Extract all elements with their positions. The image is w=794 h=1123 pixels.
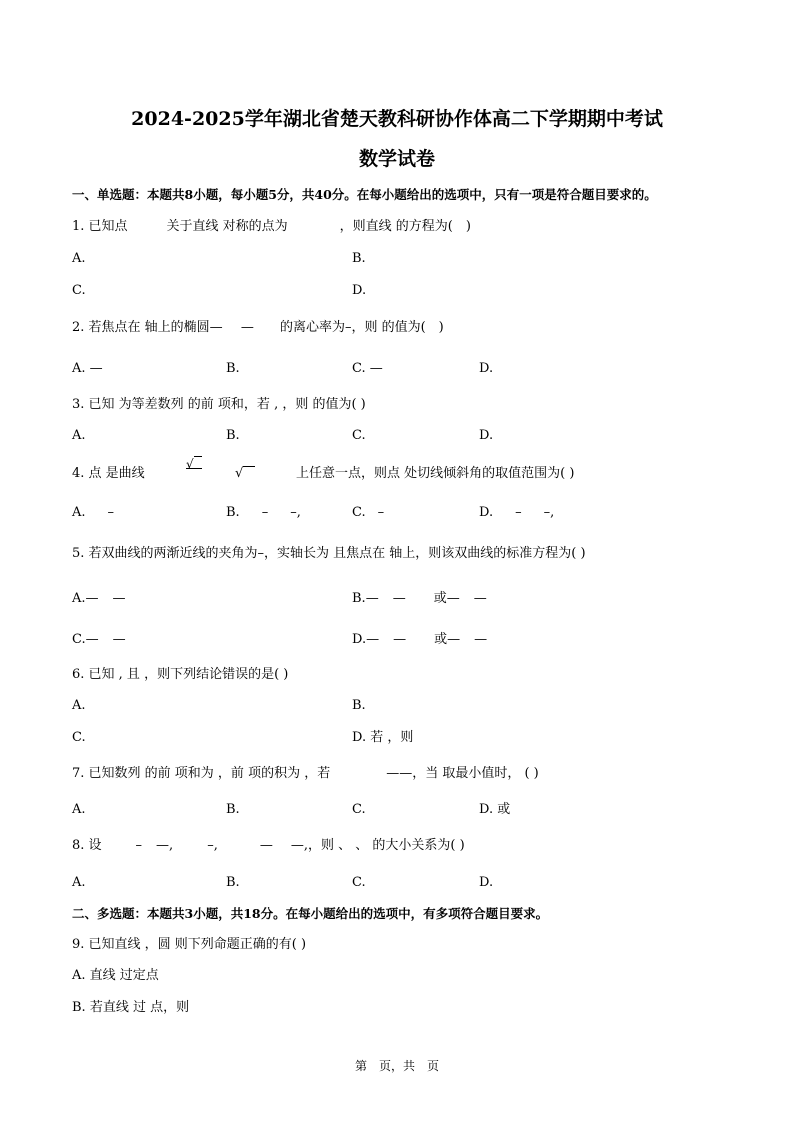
question-2-option-b: B.	[226, 361, 240, 376]
fraction-bar: –,	[543, 505, 555, 520]
question-5-option-c	[72, 632, 126, 648]
question-6-option-a: A.	[72, 698, 86, 713]
question-4-option-c	[352, 505, 384, 521]
page-footer: 第 页，共 页	[354, 1059, 439, 1073]
question-5-option-b	[352, 591, 487, 607]
question-3-stem: 3. 已知 为等差数列 的前 项和，若 , ，则 的值为( )	[72, 397, 366, 412]
question-5-option-d	[352, 632, 487, 648]
fraction-bar: —,	[156, 838, 174, 853]
question-8-option-b: B.	[226, 875, 240, 890]
question-3-option-a: A.	[72, 428, 86, 443]
question-8-option-c: C.	[352, 875, 366, 890]
question-4-stem-part-2: 上任意一点，则点 处切线倾斜角的取值范围为( )	[296, 466, 575, 481]
question-3-option-c: C.	[352, 428, 366, 443]
fraction-bar: —	[112, 591, 126, 606]
question-8-stem-part-2: ，则 、 、 的大小关系为( )	[307, 838, 465, 853]
question-1-option-c: C.	[72, 283, 86, 298]
section-2-heading: 二、多选题：本题共3小题，共18分。在每小题给出的选项中，有多项符合题目要求。	[72, 906, 549, 921]
question-5-stem-part-1: 5. 若双曲线的两渐近线的夹角为	[72, 546, 258, 561]
fraction-bar: –	[107, 505, 115, 520]
fraction-bar: –	[344, 320, 352, 335]
question-8-option-d: D.	[479, 875, 494, 890]
question-4-stem	[72, 466, 145, 482]
question-2-option-d: D.	[479, 361, 494, 376]
question-2-stem-part-1: 2. 若焦点在 轴上的椭圆	[72, 320, 210, 335]
question-7-option-d: D. 或	[479, 802, 511, 817]
question-4-stem-part-1: 4. 点 是曲线	[72, 466, 145, 481]
fraction-bar: —	[447, 632, 461, 647]
fraction-bar: –	[377, 505, 385, 520]
question-3-option-b: B.	[226, 428, 240, 443]
question-7-stem-part-2: ，当 取最小值时， ( )	[412, 766, 539, 781]
question-2-option-c	[352, 361, 383, 377]
question-3-option-d: D.	[479, 428, 494, 443]
option-label: D.	[352, 632, 367, 647]
fraction-bar: —	[474, 632, 488, 647]
option-label: C.	[352, 361, 366, 376]
option-label: A.	[72, 361, 86, 376]
fraction-bar: —	[240, 320, 254, 335]
option-label: A.	[72, 505, 86, 520]
question-1-option-a: A.	[72, 251, 86, 266]
fraction-bar: —	[365, 591, 379, 606]
question-4-formula-2	[235, 466, 255, 482]
fraction-bar: —	[85, 632, 99, 647]
question-1-option-d: D.	[352, 283, 367, 298]
fraction-bar	[186, 468, 202, 469]
fraction-bar: —	[392, 591, 406, 606]
or-word: 或	[434, 632, 448, 647]
question-8-stem-part-1: 8. 设	[72, 838, 102, 853]
sqrt-sign: √	[235, 466, 244, 481]
question-1-stem: 1. 已知点 关于直线 对称的点为 ，则直线 的方程为( )	[72, 219, 471, 234]
question-9-stem: 9. 已知直线 ，圆 则下列命题正确的有( )	[72, 937, 307, 952]
question-6-stem: 6. 已知 , 且 ，则下列结论错误的是( )	[72, 667, 289, 682]
section-1-heading: 一、单选题：本题共8小题，每小题5分，共40分。在每小题给出的选项中，只有一项是符合题目要求的。	[72, 187, 657, 202]
question-4-option-d	[479, 505, 554, 521]
question-4-option-a	[72, 505, 114, 521]
question-7-stem-part-1: 7. 已知数列 的前 项和为 ，前 项的积为 ，若	[72, 766, 331, 781]
question-5-stem-part-2: ，实轴长为 且焦点在 轴上，则该双曲线的标准方程为( )	[264, 546, 586, 561]
question-7-option-c: C.	[352, 802, 366, 817]
question-9-option-a: A. 直线 过定点	[72, 968, 159, 983]
fraction-bar: –,	[207, 838, 218, 853]
sqrt-overline	[243, 466, 255, 479]
question-8-option-a: A.	[72, 875, 86, 890]
fraction-bar: —	[89, 361, 103, 376]
question-7-option-b: B.	[226, 802, 240, 817]
question-6-option-d: D. 若 ，则	[352, 730, 414, 745]
question-2-stem-part-2: 的离心率为	[279, 320, 345, 335]
or-word: 或	[433, 591, 447, 606]
fraction-bar: —	[209, 320, 223, 335]
fraction-bar: —	[446, 591, 460, 606]
option-label: C.	[352, 505, 366, 520]
question-2-stem	[72, 320, 444, 336]
fraction-bar: –	[257, 546, 265, 561]
fraction-bar: –	[515, 505, 522, 520]
option-label: B.	[226, 505, 240, 520]
sqrt-sign: √	[186, 457, 194, 471]
page-subtitle: 数学试卷	[358, 148, 435, 170]
question-5-option-a	[72, 591, 126, 607]
fraction-bar: —	[259, 838, 273, 853]
fraction-bar: —	[369, 361, 383, 376]
question-4-option-b	[226, 505, 301, 521]
question-7-option-a: A.	[72, 802, 86, 817]
option-label: C.	[72, 632, 86, 647]
fraction-bar: —	[473, 591, 487, 606]
fraction-bar: —	[366, 632, 380, 647]
fraction-bar: —	[393, 632, 407, 647]
fraction-bar: —	[85, 591, 99, 606]
question-1-option-b: B.	[352, 251, 366, 266]
question-9-option-b: B. 若直线 过 点，则	[72, 1000, 190, 1015]
question-2-option-a	[72, 361, 103, 377]
option-label: A.	[72, 591, 86, 606]
option-label: B.	[352, 591, 366, 606]
sqrt-overline	[194, 456, 202, 467]
page-title: 2024-2025学年湖北省楚天教科研协作体高二下学期期中考试	[131, 108, 663, 130]
fraction-bar: —,	[290, 838, 308, 853]
fraction-bar: —	[112, 632, 126, 647]
option-label: D.	[479, 505, 494, 520]
question-6-option-c: C.	[72, 730, 86, 745]
fraction-bar: –,	[290, 505, 301, 520]
question-4-formula	[186, 456, 202, 472]
fraction-bar: –	[135, 838, 143, 853]
fraction-bar: –	[261, 505, 269, 520]
question-6-option-b: B.	[352, 698, 366, 713]
question-7-stem	[72, 766, 539, 782]
fraction-bar: ——	[386, 766, 413, 781]
question-5-stem	[72, 546, 586, 562]
question-8-stem	[72, 838, 465, 854]
question-2-stem-part-3: ，则 的值为( )	[351, 320, 444, 335]
